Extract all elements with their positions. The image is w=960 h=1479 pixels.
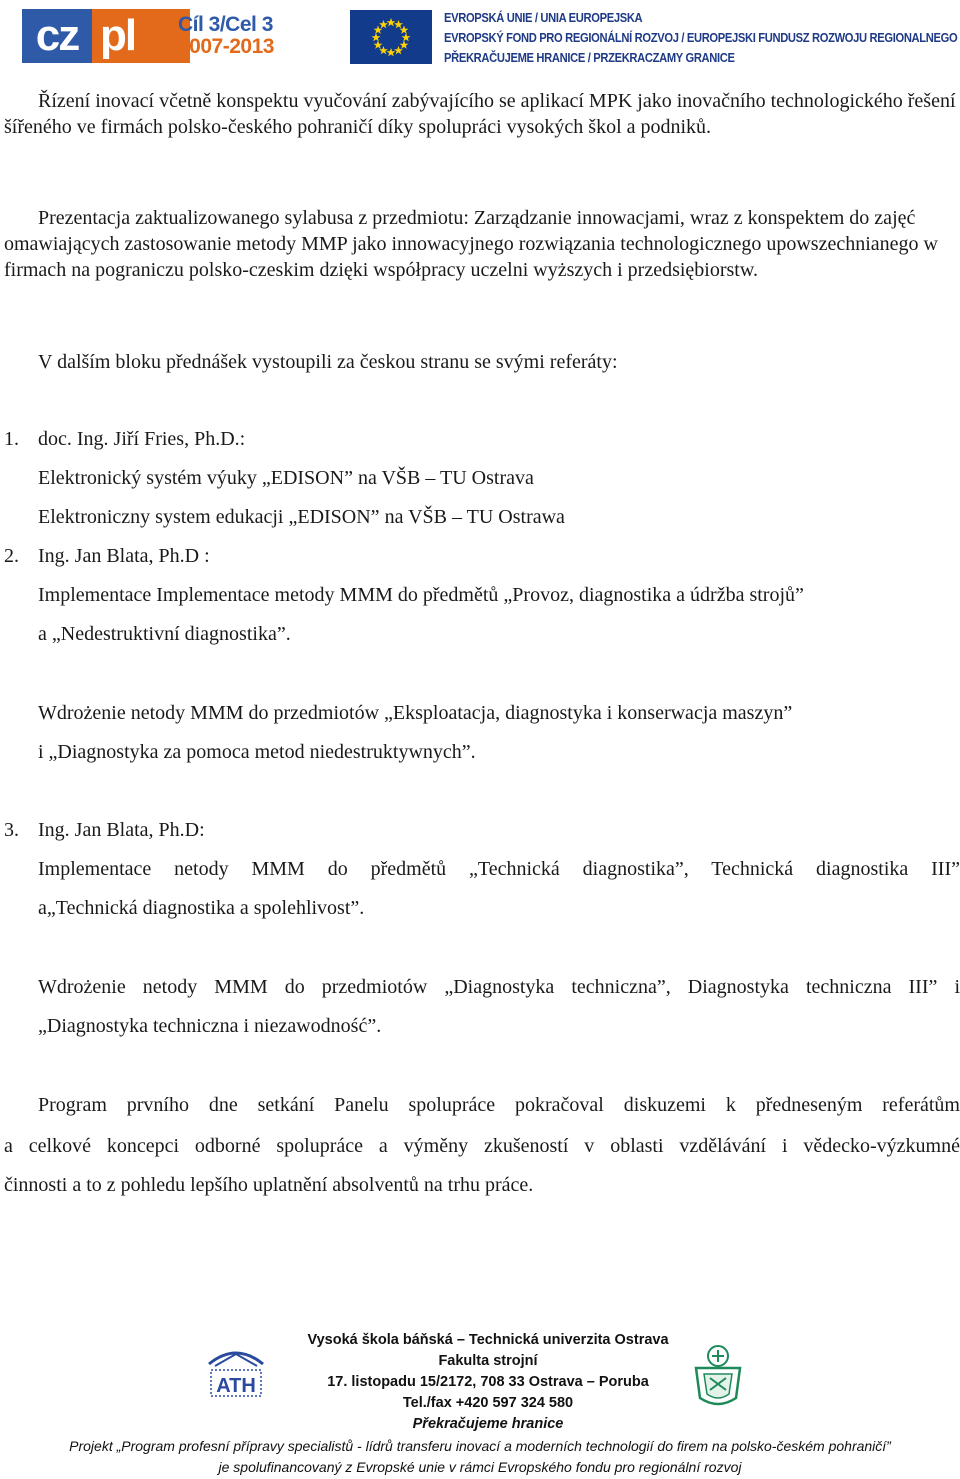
speakers-intro (4, 349, 960, 375)
page-footer (0, 1326, 960, 1479)
logo-cz: cz (22, 9, 92, 63)
program-label (178, 14, 274, 58)
paragraph-czech-intro (4, 88, 960, 140)
lecture-title-cz: Elektronický systém výuky „EDISON” na VŠB – TU Ostrava (38, 467, 534, 489)
faculty-info (200, 1330, 776, 1435)
lecture-title-pl: Wdrożenie netody MMM do przedmiotów „Diagnostyka techniczna”, Diagnostyka techniczna III” i (38, 976, 960, 998)
paragraph-czech-intro-text: Řízení inovací včetně konspektu vyučování zabývajícího se aplikací MPK jako inovačního technologického řešení šířeného ve firmách polsko-českého pohraničí díky spolupráci vysokých škol a podniků. (4, 90, 956, 138)
item-number: 2. (4, 545, 19, 567)
logo-pl: pl (92, 9, 190, 63)
speaker-name: doc. Ing. Jiří Fries, Ph.D.: (38, 428, 246, 450)
lecture-title-cz: Implementace netody MMM do předmětů „Technická diagnostika”, Technická diagnostika III” (38, 858, 960, 880)
eu-union-line: EVROPSKÁ UNIE / UNIA EUROPEJSKA (444, 10, 643, 25)
lecture-title-cz-cont: a„Technická diagnostika a spolehlivost”. (38, 897, 365, 919)
item-number: 1. (4, 428, 19, 450)
eu-fund-text (444, 8, 957, 68)
item-number: 3. (4, 819, 19, 841)
program-goal: Cíl 3/Cel 3 (178, 13, 273, 36)
paragraph-polish-intro-text: Prezentacja zaktualizowanego sylabusa z przedmiotu: Zarządzanie innowacjami, wraz z konspektem do zajęć omawiających zastosowanie metody MMP jako innowacyjnego rozwiązania technologicznego upowszechnianego w firmach na pograniczu polsko-czeskim dzięki współpracy uczelni wyższych i przedsiębiorstw. (4, 207, 938, 281)
page-header (0, 0, 960, 72)
paragraph-polish-intro (4, 205, 960, 283)
university-name: Vysoká škola báňská – Technická univerzita Ostrava (307, 1332, 669, 1348)
faculty-name: Fakulta strojní (438, 1353, 538, 1369)
lecture-title-pl: Wdrożenie netody MMM do przedmiotów „Eksploatacja, diagnostyka i konserwacja maszyn” (38, 702, 793, 724)
program-years: 2007-2013 (178, 35, 274, 58)
lecture-title-pl-cont: „Diagnostyka techniczna i niezawodność”. (38, 1015, 382, 1037)
lecture-title-pl: Elektroniczny system edukacji „EDISON” na VŠB – TU Ostrawa (38, 506, 565, 528)
czpl-logo (22, 9, 190, 63)
eu-flag-icon (350, 10, 432, 64)
project-title: Projekt „Program profesní přípravy specialistů - lídrů transferu inovací a moderních technologií do firem na polsko-českém pohraničí” (69, 1438, 891, 1454)
lecture-title-cz-cont: a „Nedestruktivní diagnostika”. (38, 623, 291, 645)
closing-line-1: Program prvního dne setkání Panelu spolupráce pokračoval diskuzemi k předneseným referátům (38, 1094, 960, 1116)
slogan: Překračujeme hranice (412, 1416, 564, 1432)
faculty-address: 17. listopadu 15/2172, 708 33 Ostrava – Poruba (327, 1374, 649, 1390)
vsb-emblem-icon (692, 1342, 744, 1412)
closing-line-3: činnosti a to z pohledu lepšího uplatnění absolventů na trhu práce. (4, 1174, 534, 1196)
eu-fund-line: EVROPSKÝ FOND PRO REGIONÁLNÍ ROZVOJ / EUROPEJSKI FUNDUSZ ROZWOJU REGIONALNEGO (444, 30, 958, 45)
project-funding: je spolufinancovaný z Evropské unie v rámci Evropského fondu pro regionální rozvoj (218, 1459, 742, 1475)
faculty-phone: Tel./fax +420 597 324 580 (402, 1395, 574, 1411)
speaker-name: Ing. Jan Blata, Ph.D: (38, 819, 205, 841)
speaker-name: Ing. Jan Blata, Ph.D : (38, 545, 210, 567)
lecture-title-cz: Implementace Implementace metody MMM do předmětů „Provoz, diagnostika a údržba strojů” (38, 584, 804, 606)
eu-slogan-line: PŘEKRAČUJEME HRANICE / PRZEKRACZAMY GRANICE (444, 50, 735, 65)
speakers-intro-text: V dalším bloku přednášek vystoupili za českou stranu se svými referáty: (38, 351, 618, 373)
ath-logo-text: ATH (216, 1375, 256, 1397)
project-note (0, 1436, 960, 1478)
closing-line-2: a celkové koncepci odborné spolupráce a výměny zkušeností v oblasti vzdělávání i vědecko-výzkumné (4, 1135, 960, 1157)
lecture-title-pl-cont: i „Diagnostyka za pomoca metod niedestruktywnych”. (38, 741, 476, 763)
